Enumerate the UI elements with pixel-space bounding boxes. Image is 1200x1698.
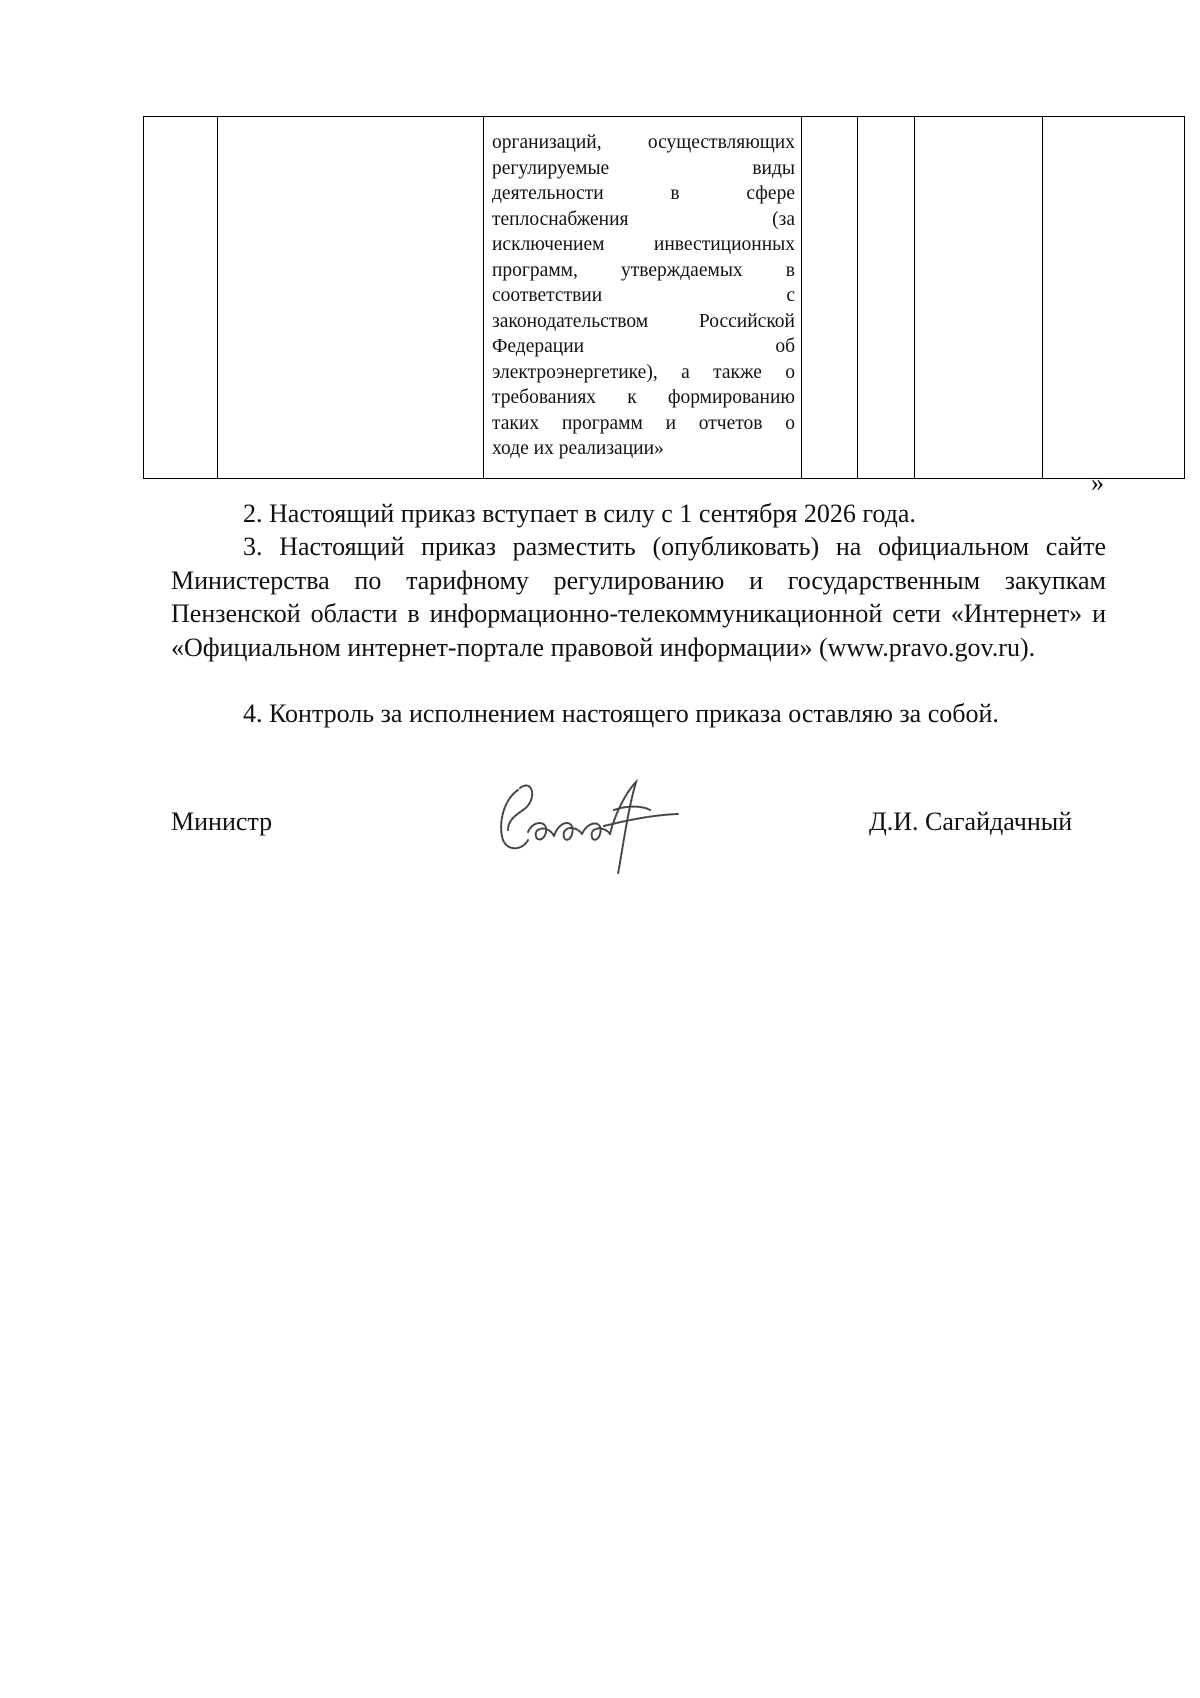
cell-line: соответствии с (492, 285, 795, 306)
table-cell-description (484, 117, 802, 479)
table-cell-empty (1043, 117, 1185, 479)
cell-line: программ, утверждаемых в (492, 259, 795, 281)
cell-line: ходе их реализации» (492, 438, 664, 459)
paragraph-3: 3. Настоящий приказ разместить (опубликовать) на официальном сайте Министерства по тарифному регулированию и государственным закупкам Пензенской области в информационно-телекоммуникационной сети «Интернет» и «Официальном интернет-портале правовой информации» (www.pravo.gov.ru). (171, 532, 1106, 662)
table-row (144, 117, 1185, 479)
cell-line: Федерации об (492, 336, 795, 357)
table-cell-empty (802, 117, 858, 479)
table-cell-number (144, 117, 218, 479)
cell-line: организаций, осуществляющих (492, 132, 795, 153)
paragraph-2: 2. Настоящий приказ вступает в силу с 1 сентября 2026 года. (243, 499, 916, 528)
closing-quote-mark: » (1091, 468, 1104, 497)
cell-line: регулируемые виды (492, 157, 795, 179)
cell-line: таких программ и отчетов о (492, 412, 795, 434)
signatory-title: Министр (171, 807, 273, 836)
table-cell-empty (858, 117, 915, 479)
cell-line: электроэнергетике), а также о (492, 361, 795, 383)
cell-line: законодательством Российской (492, 310, 795, 332)
signatory-name: Д.И. Сагайдачный (869, 807, 1073, 836)
paragraph-4: 4. Контроль за исполнением настоящего приказа оставляю за собой. (243, 699, 999, 728)
table-cell-name (218, 117, 484, 479)
cell-line: теплоснабжения (за (492, 208, 795, 230)
cell-line: исключением инвестиционных (492, 234, 795, 255)
cell-line: требованиях к формированию (492, 387, 795, 408)
cell-line: деятельности в сфере (492, 183, 795, 204)
tariff-table-fragment (143, 116, 1185, 479)
handwritten-signature (478, 770, 718, 890)
table-cell-empty (915, 117, 1043, 479)
